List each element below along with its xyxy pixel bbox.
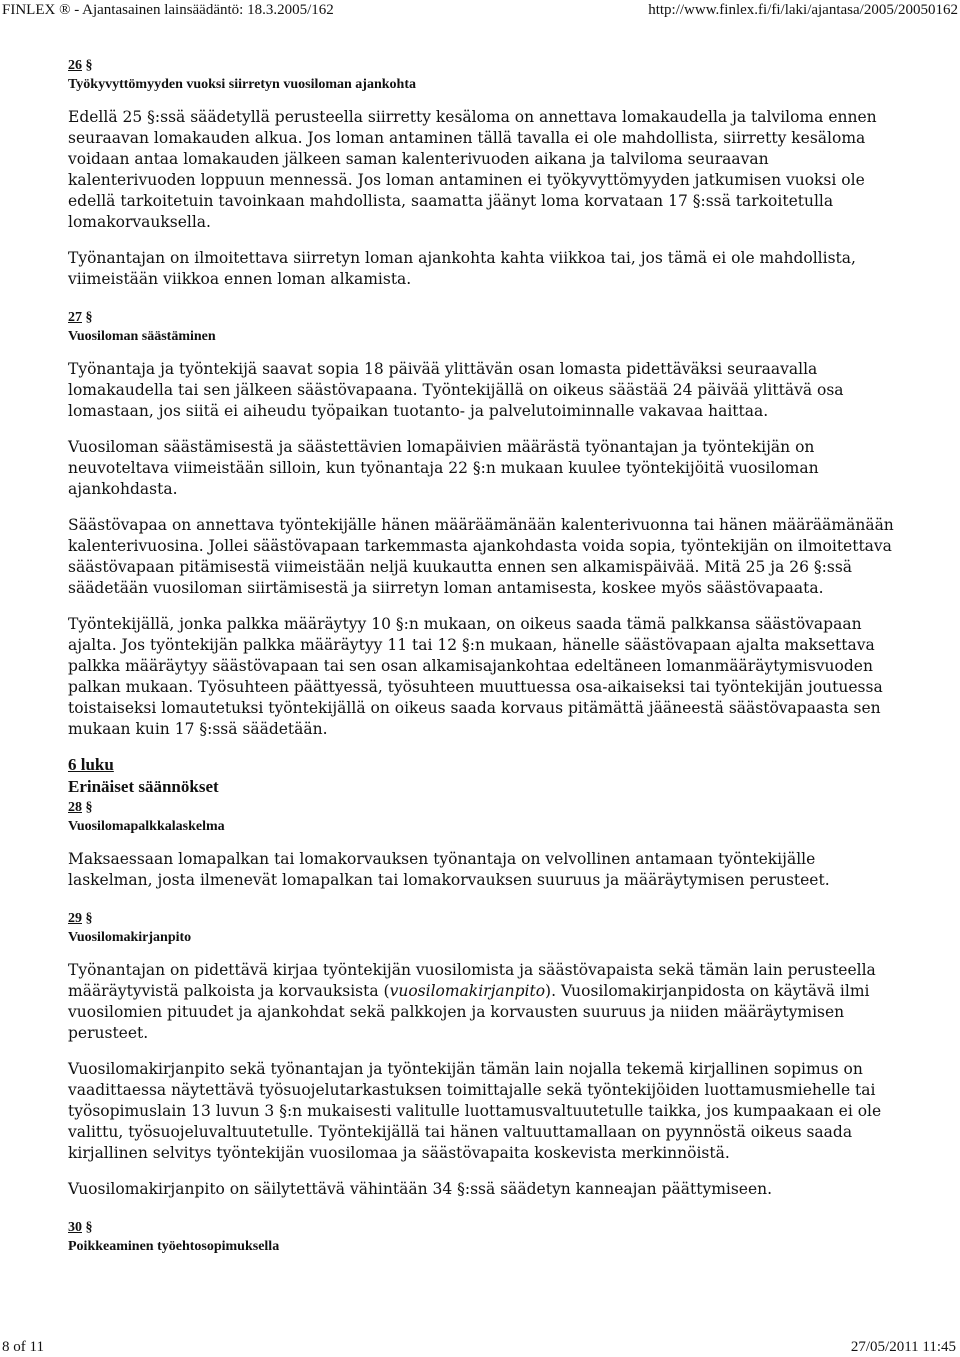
chapter-number[interactable]: 6 luku [68,755,114,774]
chapter-heading [68,754,896,798]
section-29-p1-text-a: Työnantajan on pidettävä kirjaa työntekijän vuosilomista ja säästövapaista sekä tämän lain perusteella määräytyvistä palkoista ja korvauksista ( [68,961,876,1000]
section-29-p1-term: vuosilomakirjanpito [389,982,546,1000]
print-header [0,0,960,20]
section-27-paragraph-1: Työnantaja ja työntekijä saavat sopia 18 päivää ylittävän osan lomasta pidettäväksi seuraavalla lomakaudella tai sen jälkeen säästövapaana. Työntekijällä on oikeus säästää 24 päivää ylittävä osa lomastaan, jos siitä ei aiheudu työpaikan tuotanto- ja palvelutoiminnalle vakavaa haittaa. [68,360,844,420]
print-footer [0,1337,960,1357]
section-29-number [68,909,896,928]
section-26-paragraph-2: Työnantajan on ilmoitettava siirretyn loman ajankohta kahta viikkoa tai, jos tämä ei ole mahdollista, viimeistään viikkoa ennen loman alkamista. [68,249,856,288]
section-28-paragraph-1: Maksaessaan lomapalkan tai lomakorvauksen työnantaja on velvollinen antamaan työntekijälle laskelman, josta ilmenevät lomapalkan tai lomakorvauksen suuruus ja määräytymisen perusteet. [68,850,830,889]
chapter-title: Erinäiset säännökset [68,777,219,796]
section-26-paragraph-1: Edellä 25 §:ssä säädetyllä perusteella siirretty kesäloma on annettava lomakaudella ja talviloma ennen seuraavan lomakauden alkua. Jos loman antaminen tällä tavalla ei ole mahdollista, siirretty kesäloma voidaan antaa lomakauden jälkeen saman kalenterivuoden aikana ja talviloma seuraavan kalenterivuoden loppuun mennessä. Jos loman antaminen ei työkyvyttömyyden jatkumisen vuoksi ole edellä tarkoitetuin tavoinkaan mahdollista, saamatta jäänyt loma korvataan 17 §:ssä tarkoitetulla lomakorvauksella. [68,108,877,231]
section-29-paragraph-2: Vuosilomakirjanpito sekä työnantajan ja työntekijän tämän lain nojalla tekemä kirjallinen sopimus on vaadittaessa näytettävä työsuojelutarkastuksen toimittajalle sekä työntekijöiden luottamusmiehelle tai työsopimuslain 13 luvun 3 §:n mukaisesti valitulle luottamusvaltuutetulle taikka, jos kumpaakaan ei ole valittu, työsuojeluvaltuutetulle. Työntekijällä tai hänen valtuuttamallaan on pyynnöstä oikeus saada kirjallinen selvitys työntekijän vuosilomaa ja säästövapaita koskevista merkinnöistä. [68,1060,882,1162]
section-26-number [68,56,896,75]
paragraph-sign-icon: § [85,911,93,926]
section-30-number [68,1218,896,1237]
section-29-paragraph-3: Vuosilomakirjanpito on säilytettävä vähintään 34 §:ssä säädetyn kanneajan päättymiseen. [68,1180,773,1198]
section-29-p1-text-b: ). Vuosilomakirjanpidosta on käytävä ilmi vuosilomien pituudet ja ajankohdat sekä palkkojen ja korvausten suuruus ja niiden määräytymisen perusteet. [68,982,870,1042]
paragraph-sign-icon: § [85,310,93,325]
section-26-link[interactable]: 26 [68,58,82,73]
header-url[interactable]: http://www.finlex.fi/fi/laki/ajantasa/2005/20050162 [648,2,958,18]
header-title: FINLEX ® - Ajantasainen lainsäädäntö: 18.3.2005/162 [2,2,334,18]
paragraph-sign-icon: § [85,800,93,815]
section-27-link[interactable]: 27 [68,310,82,325]
section-27-title: Vuosiloman säästäminen [68,329,216,344]
section-27-paragraph-2: Vuosiloman säästämisestä ja säästettävien lomapäivien määrästä työnantajan ja työntekijän on neuvoteltava viimeistään silloin, kun työnantaja 22 §:n mukaan kuulee työntekijöitä vuosiloman ajankohdasta. [68,438,819,498]
section-30-link[interactable]: 30 [68,1220,82,1235]
section-26-title: Työkyvyttömyyden vuoksi siirretyn vuosiloman ajankohta [68,77,416,92]
section-27-number [68,308,896,327]
section-27-paragraph-4: Työntekijällä, jonka palkka määräytyy 10 §:n mukaan, on oikeus saada tämä palkkansa säästövapaan ajalta. Jos työntekijän palkka määräytyy 11 tai 12 §:n mukaan, hänelle säästövapaan ajalta maksettava palkka määräytyy säästövapaan tai sen osan alkamisajankohtaa edeltäneen lomanmääräytymisvuoden palkan mukaan. Työsuhteen päättyessä, työsuhteen muuttuessa osa-aikaiseksi tai työntekijän joutuessa toistaiseksi lomautetuksi työntekijällä on oikeus saada korvaus pitämättä jääneestä säästövapaasta sen mukaan kuin 17 §:ssä säädetään. [68,615,883,738]
page-counter: 8 of 11 [2,1339,44,1355]
section-28-number [68,798,896,817]
paragraph-sign-icon: § [85,58,93,73]
document-body [68,56,896,1269]
print-timestamp: 27/05/2011 11:45 [850,1339,956,1355]
section-29-title: Vuosilomakirjanpito [68,930,192,945]
section-29-paragraph-1 [68,960,896,1044]
section-30-title: Poikkeaminen työehtosopimuksella [68,1239,280,1254]
paragraph-sign-icon: § [85,1220,93,1235]
section-29-link[interactable]: 29 [68,911,82,926]
section-27-paragraph-3: Säästövapaa on annettava työntekijälle hänen määräämänään kalenterivuonna tai hänen määräämänään kalenterivuosina. Jollei säästövapaan tarkemmasta ajankohdasta voida sopia, työntekijän on ilmoitettava säästövapaan pitämisestä viimeistään neljä kuukautta ennen sen alkamispäivää. Mitä 25 ja 26 §:ssä säädetään vuosiloman siirtämisestä ja siirretyn loman antamisesta, koskee myös säästövapaata. [68,516,894,597]
section-28-link[interactable]: 28 [68,800,82,815]
section-28-title: Vuosilomapalkkalaskelma [68,819,225,834]
